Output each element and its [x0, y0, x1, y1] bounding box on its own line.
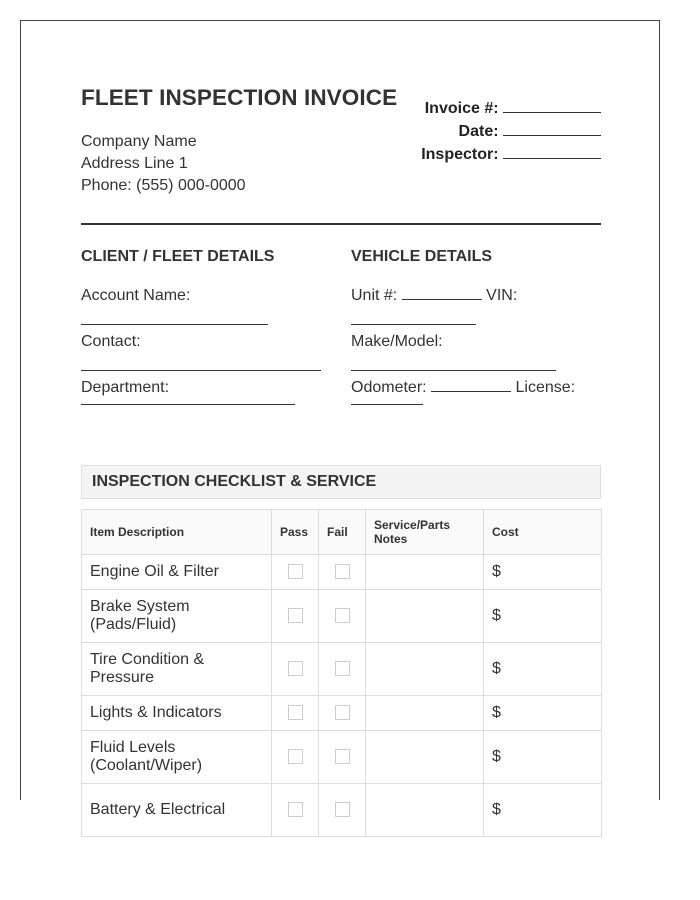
table-row: [82, 590, 602, 643]
fail-cell: [319, 643, 366, 696]
col-notes: Service/Parts Notes: [366, 510, 484, 555]
notes-cell[interactable]: [366, 784, 484, 837]
contact-field[interactable]: [81, 370, 321, 371]
table-row: [82, 784, 602, 837]
invoice-title: FLEET INSPECTION INVOICE: [81, 85, 398, 110]
col-cost: Cost: [484, 510, 602, 555]
vin-field[interactable]: [351, 324, 476, 325]
pass-cell: [272, 731, 319, 784]
odometer-label: Odometer:: [351, 379, 427, 396]
fail-checkbox[interactable]: [335, 661, 350, 676]
odometer-license-row: [351, 376, 601, 399]
invoice-number-field[interactable]: [503, 98, 601, 113]
notes-cell[interactable]: [366, 643, 484, 696]
company-phone: Phone: (555) 000-0000: [81, 177, 246, 194]
cost-cell[interactable]: $: [484, 643, 602, 696]
company-address: Address Line 1: [81, 155, 188, 172]
pass-cell: [272, 784, 319, 837]
client-section-heading: CLIENT / FLEET DETAILS: [81, 248, 275, 265]
cost-cell[interactable]: $: [484, 696, 602, 731]
client-fields: [81, 284, 326, 405]
make-model-label: Make/Model:: [351, 333, 443, 350]
account-name-label: Account Name:: [81, 287, 191, 304]
col-item-description: Item Description: [82, 510, 272, 555]
col-pass: Pass: [272, 510, 319, 555]
inspector-field[interactable]: [503, 144, 601, 159]
invoice-meta: [421, 97, 601, 166]
table-row: [82, 643, 602, 696]
header-divider: [81, 223, 601, 225]
pass-cell: [272, 555, 319, 590]
fail-cell: [319, 696, 366, 731]
table-header-row: [82, 510, 602, 555]
notes-cell[interactable]: [366, 731, 484, 784]
company-block: [81, 131, 246, 197]
checklist-heading: INSPECTION CHECKLIST & SERVICE: [81, 465, 601, 499]
date-label: Date:: [458, 123, 499, 140]
unit-label: Unit #:: [351, 287, 398, 304]
vin-label: VIN:: [486, 287, 518, 304]
license-label: License:: [515, 379, 576, 396]
account-name-field[interactable]: [81, 324, 268, 325]
item-description: Brake System (Pads/Fluid): [82, 590, 272, 643]
notes-cell[interactable]: [366, 696, 484, 731]
fail-checkbox[interactable]: [335, 802, 350, 817]
pass-checkbox[interactable]: [288, 749, 303, 764]
col-fail: Fail: [319, 510, 366, 555]
table-row: [82, 696, 602, 731]
fail-cell: [319, 731, 366, 784]
pass-checkbox[interactable]: [288, 608, 303, 623]
table-row: [82, 555, 602, 590]
fail-checkbox[interactable]: [335, 705, 350, 720]
contact-label: Contact:: [81, 333, 141, 350]
pass-cell: [272, 696, 319, 731]
fail-checkbox[interactable]: [335, 564, 350, 579]
cost-cell[interactable]: $: [484, 784, 602, 837]
notes-cell[interactable]: [366, 590, 484, 643]
inspector-row: [421, 143, 601, 166]
unit-field[interactable]: [402, 285, 482, 300]
inspection-table: [81, 509, 602, 837]
fail-checkbox[interactable]: [335, 749, 350, 764]
invoice-page: [20, 20, 660, 818]
table-row: [82, 731, 602, 784]
pass-checkbox[interactable]: [288, 564, 303, 579]
item-description: Fluid Levels (Coolant/Wiper): [82, 731, 272, 784]
vehicle-section-heading: VEHICLE DETAILS: [351, 248, 493, 265]
fail-cell: [319, 784, 366, 837]
item-description: Lights & Indicators: [82, 696, 272, 731]
vehicle-fields: [351, 284, 601, 405]
cost-cell[interactable]: $: [484, 590, 602, 643]
fail-cell: [319, 590, 366, 643]
pass-checkbox[interactable]: [288, 802, 303, 817]
pass-checkbox[interactable]: [288, 661, 303, 676]
unit-vin-row: [351, 284, 601, 307]
item-description: Engine Oil & Filter: [82, 555, 272, 590]
fail-cell: [319, 555, 366, 590]
department-label: Department:: [81, 379, 170, 396]
fail-checkbox[interactable]: [335, 608, 350, 623]
pass-cell: [272, 590, 319, 643]
pass-cell: [272, 643, 319, 696]
item-description: Battery & Electrical: [82, 784, 272, 837]
make-model-field[interactable]: [351, 370, 556, 371]
cost-cell[interactable]: $: [484, 555, 602, 590]
odometer-field[interactable]: [431, 377, 511, 392]
notes-cell[interactable]: [366, 555, 484, 590]
inspector-label: Inspector:: [421, 146, 499, 163]
cost-cell[interactable]: $: [484, 731, 602, 784]
invoice-number-label: Invoice #:: [424, 100, 499, 117]
license-field[interactable]: [351, 404, 423, 405]
date-field[interactable]: [503, 121, 601, 136]
company-name: Company Name: [81, 133, 197, 150]
invoice-number-row: [421, 97, 601, 120]
pass-checkbox[interactable]: [288, 705, 303, 720]
date-row: [421, 120, 601, 143]
item-description: Tire Condition & Pressure: [82, 643, 272, 696]
department-field[interactable]: [81, 404, 295, 405]
